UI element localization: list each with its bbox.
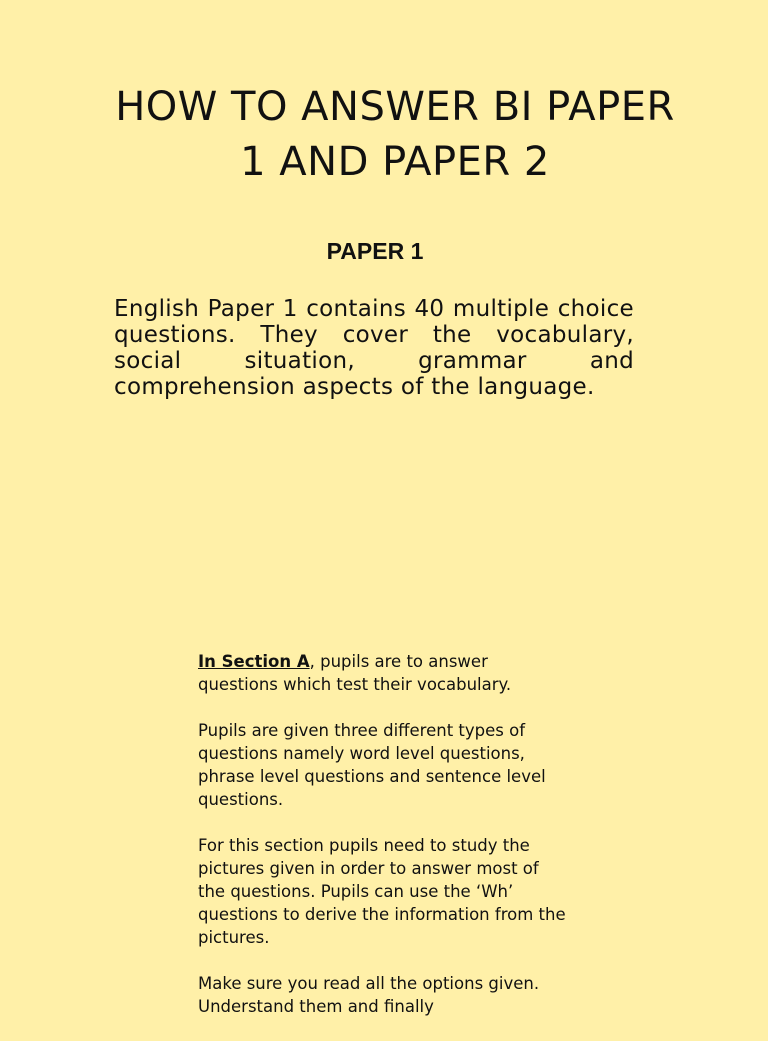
section-a-paragraph-4: Make sure you read all the options given. Understand them and finally	[198, 974, 540, 1016]
intro-paragraph: English Paper 1 contains 40 multiple choice questions. They cover the vocabulary, social situation, grammar and comprehension aspects of the language.	[114, 296, 634, 400]
paper-1-heading: PAPER 1	[326, 238, 424, 264]
title-line-1: HOW TO ANSWER BI PAPER	[115, 84, 675, 130]
section-a-paragraph-3: For this section pupils need to study the pictures given in order to answer most of the questions. Pupils can use the ‘Wh’ questions to derive the information from the pictures.	[198, 836, 566, 947]
section-a-paragraph-2: Pupils are given three different types of questions namely word level questions, phrase level questions and sentence level questions.	[198, 721, 546, 809]
title-line-2: 1 AND PAPER 2	[240, 139, 550, 185]
section-a-label: In Section A	[198, 652, 310, 671]
document-title	[40, 80, 750, 190]
section-a-block	[198, 650, 568, 1041]
section-a-paragraph-1-text: , pupils are to answer questions which test their vocabulary.	[198, 652, 512, 694]
section-a-paragraph-1	[198, 650, 568, 696]
